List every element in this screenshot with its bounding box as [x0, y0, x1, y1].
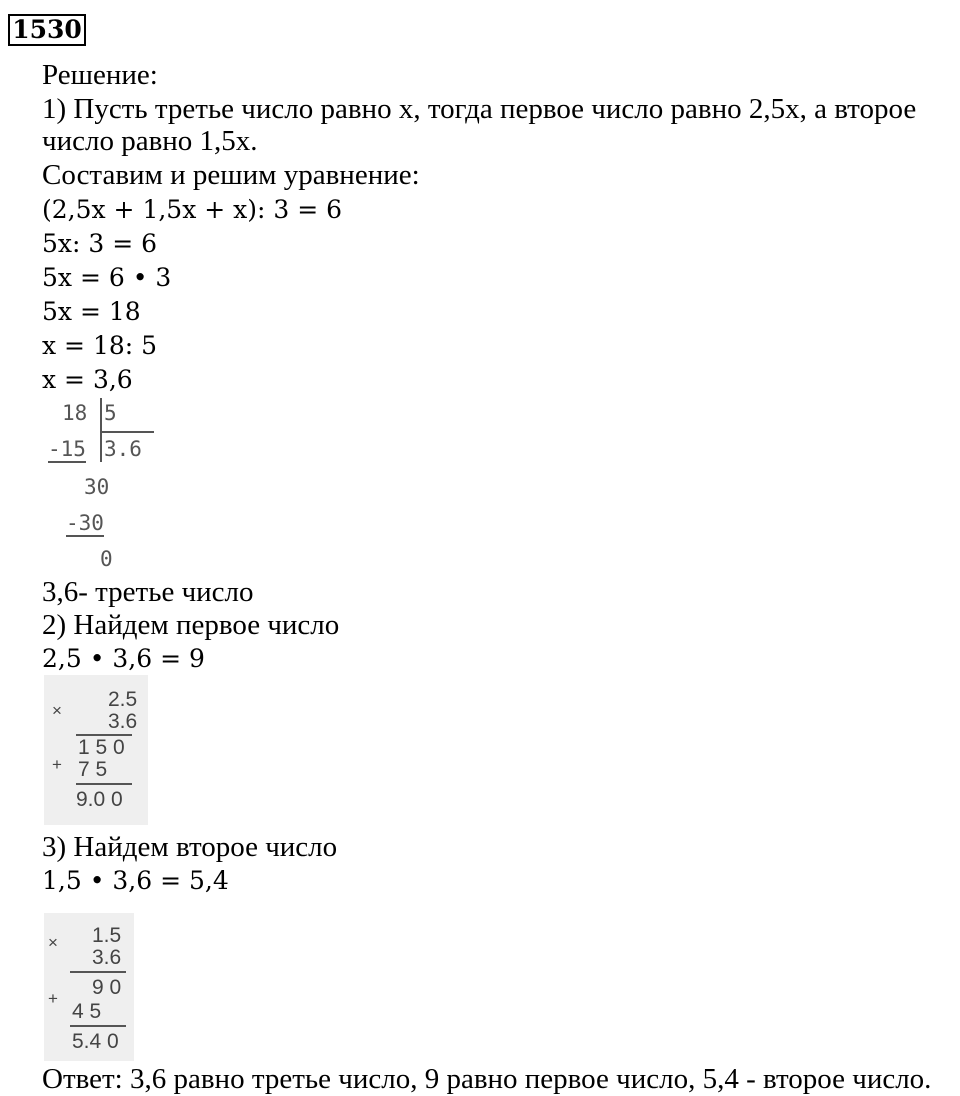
multiplication-line	[76, 783, 132, 785]
partial-product: 7 5	[78, 758, 108, 781]
step2-text: 2) Найдем первое число	[42, 609, 340, 641]
multiplication-line	[70, 1025, 126, 1027]
times-sign: ×	[52, 701, 62, 720]
division-divisor: 5	[104, 401, 117, 425]
solution-heading: Решение:	[42, 59, 158, 91]
plus-sign: +	[48, 989, 58, 1008]
division-quotient: 3.6	[104, 437, 142, 461]
third-number-text: 3,6- третье число	[42, 576, 254, 608]
compose-equation-text: Составим и решим уравнение:	[42, 159, 420, 191]
multiplication-result: 5.4 0	[72, 1030, 119, 1053]
partial-product: 9 0	[92, 976, 122, 999]
equation-line: 5x = 6 • 3	[42, 263, 172, 292]
equation-line: (2,5x + 1,5x + x): 3 = 6	[42, 195, 343, 224]
multiplier: 3.6	[92, 946, 122, 969]
step1-text-line2: число равно 1,5x.	[42, 125, 258, 157]
multiplication-box	[44, 675, 148, 825]
division-remainder: 0	[100, 547, 113, 571]
partial-product: 4 5	[72, 1000, 102, 1023]
multiplication-result: 9.0 0	[76, 788, 123, 811]
equation-line: 5x = 18	[42, 297, 141, 326]
times-sign: ×	[48, 933, 58, 952]
equation-line: x = 3,6	[42, 365, 133, 394]
division-vertical-line	[100, 398, 102, 462]
multiplier: 3.6	[108, 710, 138, 733]
problem-number: 1530	[8, 14, 86, 46]
step2-equation: 2,5 • 3,6 = 9	[42, 644, 205, 673]
plus-sign: +	[52, 755, 62, 774]
step1-text-line1: 1) Пусть третье число равно x, тогда первое число равно 2,5x, а второе	[42, 93, 917, 125]
division-subtraction: -15	[48, 437, 86, 461]
step3-text: 3) Найдем второе число	[42, 831, 338, 863]
equation-line: 5x: 3 = 6	[42, 229, 158, 258]
division-subtraction: -30	[66, 511, 104, 535]
division-divisor-line	[100, 431, 154, 433]
multiplication-line	[70, 971, 126, 973]
division-dividend: 18	[62, 401, 88, 425]
answer-text: Ответ: 3,6 равно третье число, 9 равно первое число, 5,4 - второе число.	[42, 1063, 932, 1095]
division-remainder: 30	[84, 475, 110, 499]
step3-equation: 1,5 • 3,6 = 5,4	[42, 866, 229, 895]
multiplication-box	[44, 913, 134, 1061]
multiplicand: 2.5	[108, 688, 138, 711]
equation-line: x = 18: 5	[42, 331, 158, 360]
multiplicand: 1.5	[92, 924, 122, 947]
partial-product: 1 5 0	[78, 736, 125, 759]
